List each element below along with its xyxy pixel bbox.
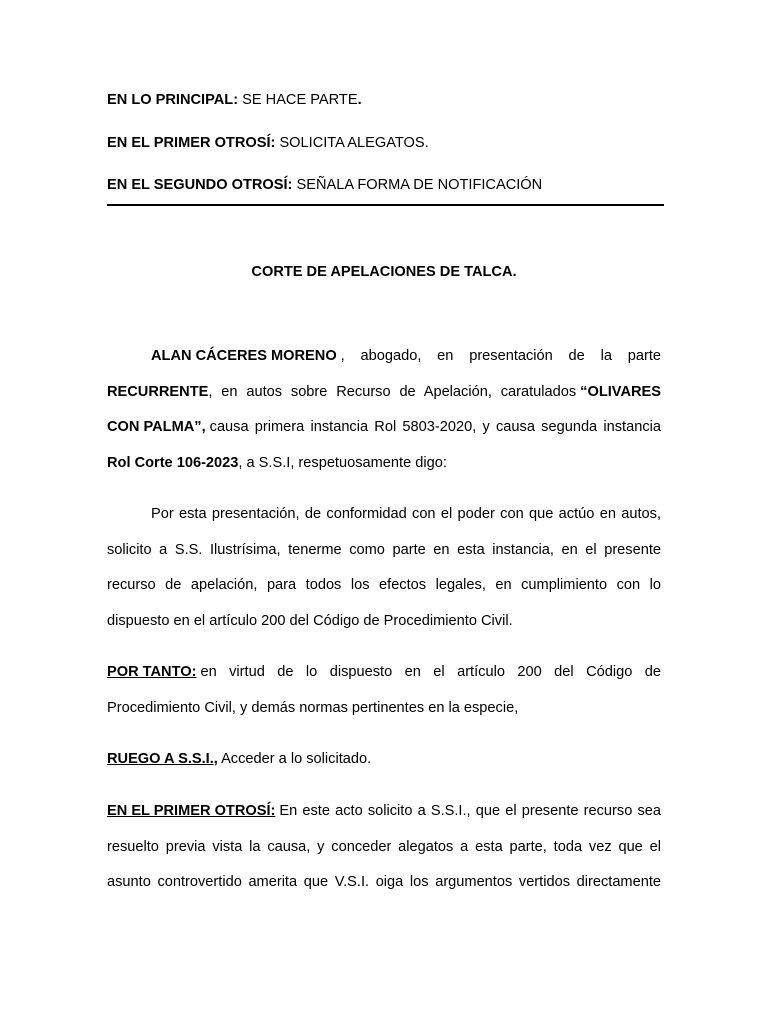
intro-line-3 [107, 410, 661, 446]
rol-corte: Rol Corte 106-2023 [107, 454, 239, 471]
header-principal [107, 91, 362, 109]
intro-line-4-text: , a S.S.I, respetuosamente digo: [238, 454, 447, 471]
primer-otrosi-label: EN EL PRIMER OTROSÍ: [107, 135, 276, 151]
body-paragraph [107, 497, 661, 639]
intro-line-2 [107, 375, 661, 411]
por-tanto-line-2: Procedimiento Civil, y demás normas pertinentes en la especie, [107, 699, 519, 716]
otrosi-line-1-text: En este acto solicito a S.S.I., que el presente recurso sea [279, 803, 661, 819]
lawyer-name: ALAN CÁCERES MORENO [151, 348, 337, 364]
header-segundo-otrosi [107, 176, 542, 194]
otrosi-line-3: asunto controvertido amerita que V.S.I. oiga los argumentos vertidos directamente [107, 874, 661, 891]
segundo-otrosi-text: SEÑALA FORMA DE NOTIFICACIÓN [292, 177, 543, 193]
primer-otrosi-paragraph [107, 794, 661, 901]
principal-text: SE HACE PARTE [238, 92, 358, 108]
case-name-part-1: “OLIVARES [580, 383, 661, 400]
por-tanto-paragraph [107, 655, 661, 726]
body-line-1: Por esta presentación, de conformidad con el poder con que actúo en autos, [151, 506, 661, 522]
otrosi-line-2: resuelto previa vista la causa, y conceder alegatos a esta parte, toda vez que el [107, 838, 661, 855]
intro-line-2-text: , en autos sobre Recurso de Apelación, caratulados [208, 383, 577, 400]
body-line-3: recurso de apelación, para todos los efectos legales, en cumplimiento con lo [107, 577, 661, 594]
ruego-line [107, 742, 661, 778]
intro-line-1-text: , abogado, en presentación de la parte [340, 348, 661, 364]
por-tanto-line-1-text: en virtud de lo dispuesto en el artículo 200 del Código de [200, 664, 661, 680]
case-name-part-2: CON PALMA”, [107, 419, 206, 436]
principal-label: EN LO PRINCIPAL: [107, 92, 239, 108]
otrosi-line-1 [107, 794, 661, 830]
ruego-paragraph [107, 742, 661, 778]
court-title: CORTE DE APELACIONES DE TALCA. [251, 264, 517, 280]
party-recurrente: RECURRENTE [107, 383, 209, 400]
intro-line-3-text: causa primera instancia Rol 5803-2020, y causa segunda instancia [209, 419, 661, 436]
por-tanto-label: POR TANTO: [107, 664, 197, 680]
por-tanto-line-1 [107, 655, 661, 691]
ruego-label: RUEGO A S.S.I., [107, 751, 218, 767]
otrosi-label: EN EL PRIMER OTROSÍ: [107, 803, 276, 819]
primer-otrosi-text: SOLICITA ALEGATOS. [275, 135, 429, 151]
intro-paragraph [107, 339, 661, 481]
header-divider [107, 204, 664, 206]
principal-dot: . [357, 92, 362, 108]
intro-line-1 [107, 339, 661, 375]
body-line-4: dispuesto en el artículo 200 del Código de Procedimiento Civil. [107, 612, 513, 629]
intro-line-4 [107, 446, 661, 482]
header-primer-otrosi [107, 134, 429, 152]
body-line-2: solicito a S.S. Ilustrísima, tenerme como parte en esta instancia, en el presente [107, 541, 661, 558]
segundo-otrosi-label: EN EL SEGUNDO OTROSÍ: [107, 177, 293, 193]
ruego-text: Acceder a lo solicitado. [217, 751, 372, 767]
